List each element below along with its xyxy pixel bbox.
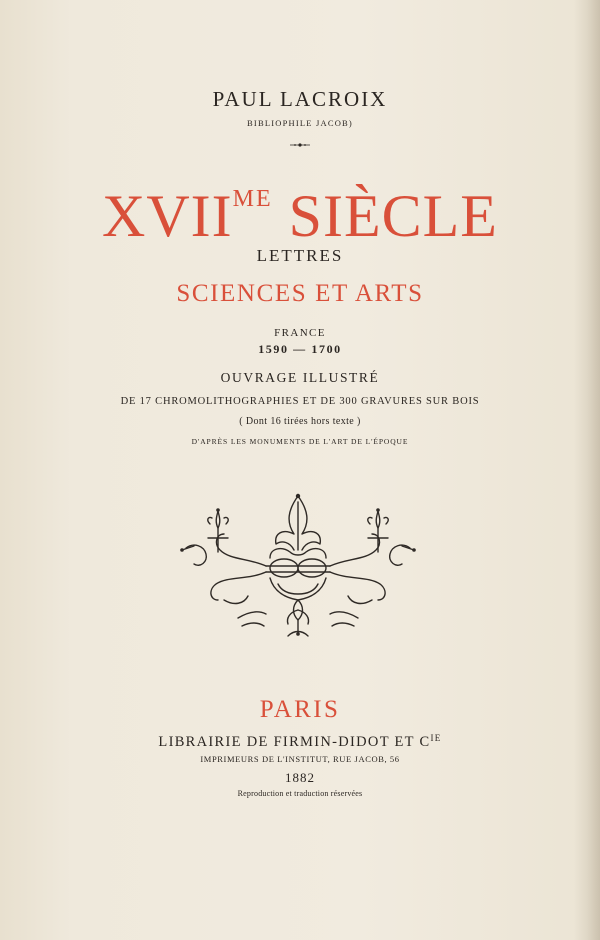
date-range: 1590 — 1700 [258,342,342,356]
publisher-superscript: IE [430,733,442,743]
imprint-city: PARIS [259,696,341,723]
author-pseudonym: BIBLIOPHILE JACOB) [247,118,353,128]
source-note: D'APRÈS LES MONUMENTS DE L'ART DE L'ÉPOQUE [191,437,409,446]
publisher-text: LIBRAIRIE DE FIRMIN-DIDOT ET C [158,734,431,750]
title-superscript: ME [232,186,273,212]
page-gutter-shadow [574,0,600,940]
publisher-name [0,733,600,751]
title-century: XVII [102,183,233,249]
decorative-rule-icon [290,142,310,148]
subtitle-lettres: LETTRES [256,246,344,265]
author-name: PAUL LACROIX [212,87,388,111]
printers-line: IMPRIMEURS DE L'INSTITUT, RUE JACOB, 56 [200,754,400,764]
illustration-count: DE 17 CHROMOLITHOGRAPHIES ET DE 300 GRAVURES SUR BOIS [120,396,480,407]
subtitle-sciences-arts: SCIENCES ET ARTS [176,280,424,307]
fleur-de-lis-ornament-icon [178,488,418,643]
plates-note: ( Dont 16 tirées hors texte ) [239,416,361,427]
book-title [0,164,600,251]
publication-year: 1882 [285,770,315,785]
ouvrage-illustre: OUVRAGE ILLUSTRÉ [220,370,380,385]
rights-notice: Reproduction et traduction réservées [237,789,363,798]
title-siecle: SIÈCLE [272,183,498,249]
country-label: FRANCE [274,327,326,339]
